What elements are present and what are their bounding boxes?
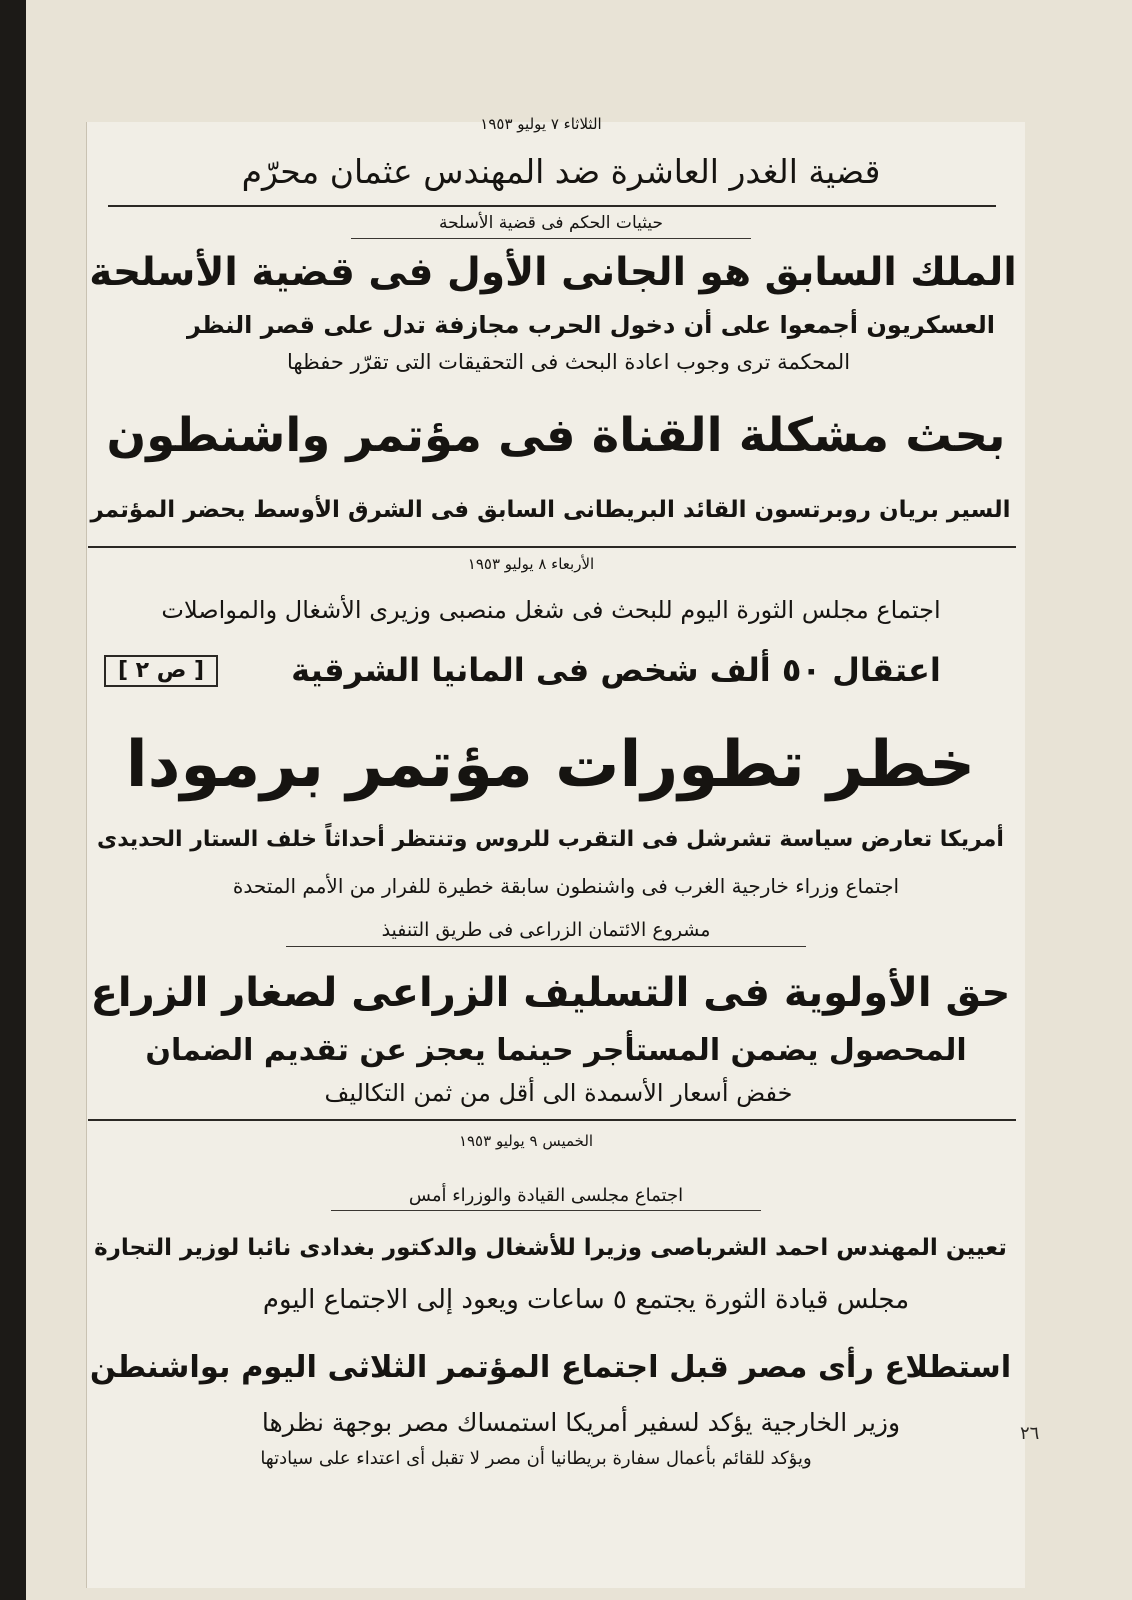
headline-former-king: الملك السابق هو الجانى الأول فى قضية الأسلحة — [89, 250, 1017, 295]
kicker-underline — [286, 946, 806, 947]
subhead-military: العسكريون أجمعوا على أن دخول الحرب مجازفة تدل على قصر النظر — [187, 311, 995, 339]
date-tuesday: الثلاثاء ٧ يوليو ١٩٥٣ — [480, 115, 602, 133]
kicker-agricultural-credit: مشروع الائتمان الزراعى فى طريق التنفيذ — [381, 919, 711, 941]
kicker-joint-meeting: اجتماع مجلسى القيادة والوزراء أمس — [408, 1185, 684, 1206]
headline-egypt-opinion: استطلاع رأى مصر قبل اجتماع المؤتمر الثلاثى اليوم بواشنطن — [89, 1350, 1012, 1385]
subhead-western-ministers: اجتماع وزراء خارجية الغرب فى واشنطون سابقة خطيرة للفرار من الأمم المتحدة — [232, 874, 900, 898]
headline-treason-case: قضية الغدر العاشرة ضد المهندس عثمان محرّم — [241, 152, 881, 191]
headline-bermuda: خطر تطورات مؤتمر برمودا — [125, 728, 976, 802]
subhead-council-hours: مجلس قيادة الثورة يجتمع ٥ ساعات ويعود إلى الاجتماع اليوم — [262, 1285, 910, 1315]
kicker-arms-verdict: حيثيات الحكم فى قضية الأسلحة — [438, 213, 664, 233]
subhead-crop-guarantee: المحصول يضمن المستأجر حينما يعجز عن تقديم الضمان — [145, 1033, 967, 1068]
kicker-underline — [331, 1210, 761, 1211]
page-reference-box: [ ص ٢ ] — [104, 655, 218, 687]
subhead-robertson: السير بريان روبرتسون القائد البريطانى السابق فى الشرق الأوسط يحضر المؤتمر — [90, 497, 1011, 523]
headline-small-farmers: حق الأولوية فى التسليف الزراعى لصغار الزراع — [90, 970, 1011, 1016]
subhead-fertilizer-prices: خفض أسعار الأسمدة الى أقل من ثمن التكاليف — [324, 1079, 793, 1107]
subhead-british-embassy: ويؤكد للقائم بأعمال سفارة بريطانيا أن مصر لا تقبل أى اعتداء على سيادتها — [260, 1448, 812, 1469]
headline-appointments: تعيين المهندس احمد الشرباصى وزيرا للأشغال والدكتور بغدادى نائبا لوزير التجارة — [94, 1235, 1007, 1261]
book-page — [26, 0, 1132, 1600]
subhead-america-churchill: أمريكا تعارض سياسة تشرشل فى التقرب للروس وتنتظر أحداثاً خلف الستار الحديدى — [97, 827, 1004, 852]
date-thursday: الخميس ٩ يوليو ١٩٥٣ — [458, 1132, 594, 1150]
headline-east-germany-arrests: اعتقال ٥٠ ألف شخص فى المانيا الشرقية — [291, 651, 941, 689]
date-wednesday: الأربعاء ٨ يوليو ١٩٥٣ — [467, 555, 595, 573]
divider — [88, 546, 1016, 548]
subhead-revolution-council: اجتماع مجلس الثورة اليوم للبحث فى شغل منصبى وزيرى الأشغال والمواصلات — [161, 596, 941, 624]
divider — [108, 205, 996, 207]
subhead-court: المحكمة ترى وجوب اعادة البحث فى التحقيقات التى تقرّر حفظها — [286, 350, 851, 374]
kicker-underline — [351, 238, 751, 239]
divider — [88, 1119, 1016, 1121]
headline-canal-problem: بحث مشكلة القناة فى مؤتمر واشنطون — [106, 408, 1006, 462]
page-number: ٢٦ — [1020, 1423, 1040, 1444]
subhead-foreign-minister: وزير الخارجية يؤكد لسفير أمريكا استمساك مصر بوجهة نظرها — [261, 1408, 901, 1437]
